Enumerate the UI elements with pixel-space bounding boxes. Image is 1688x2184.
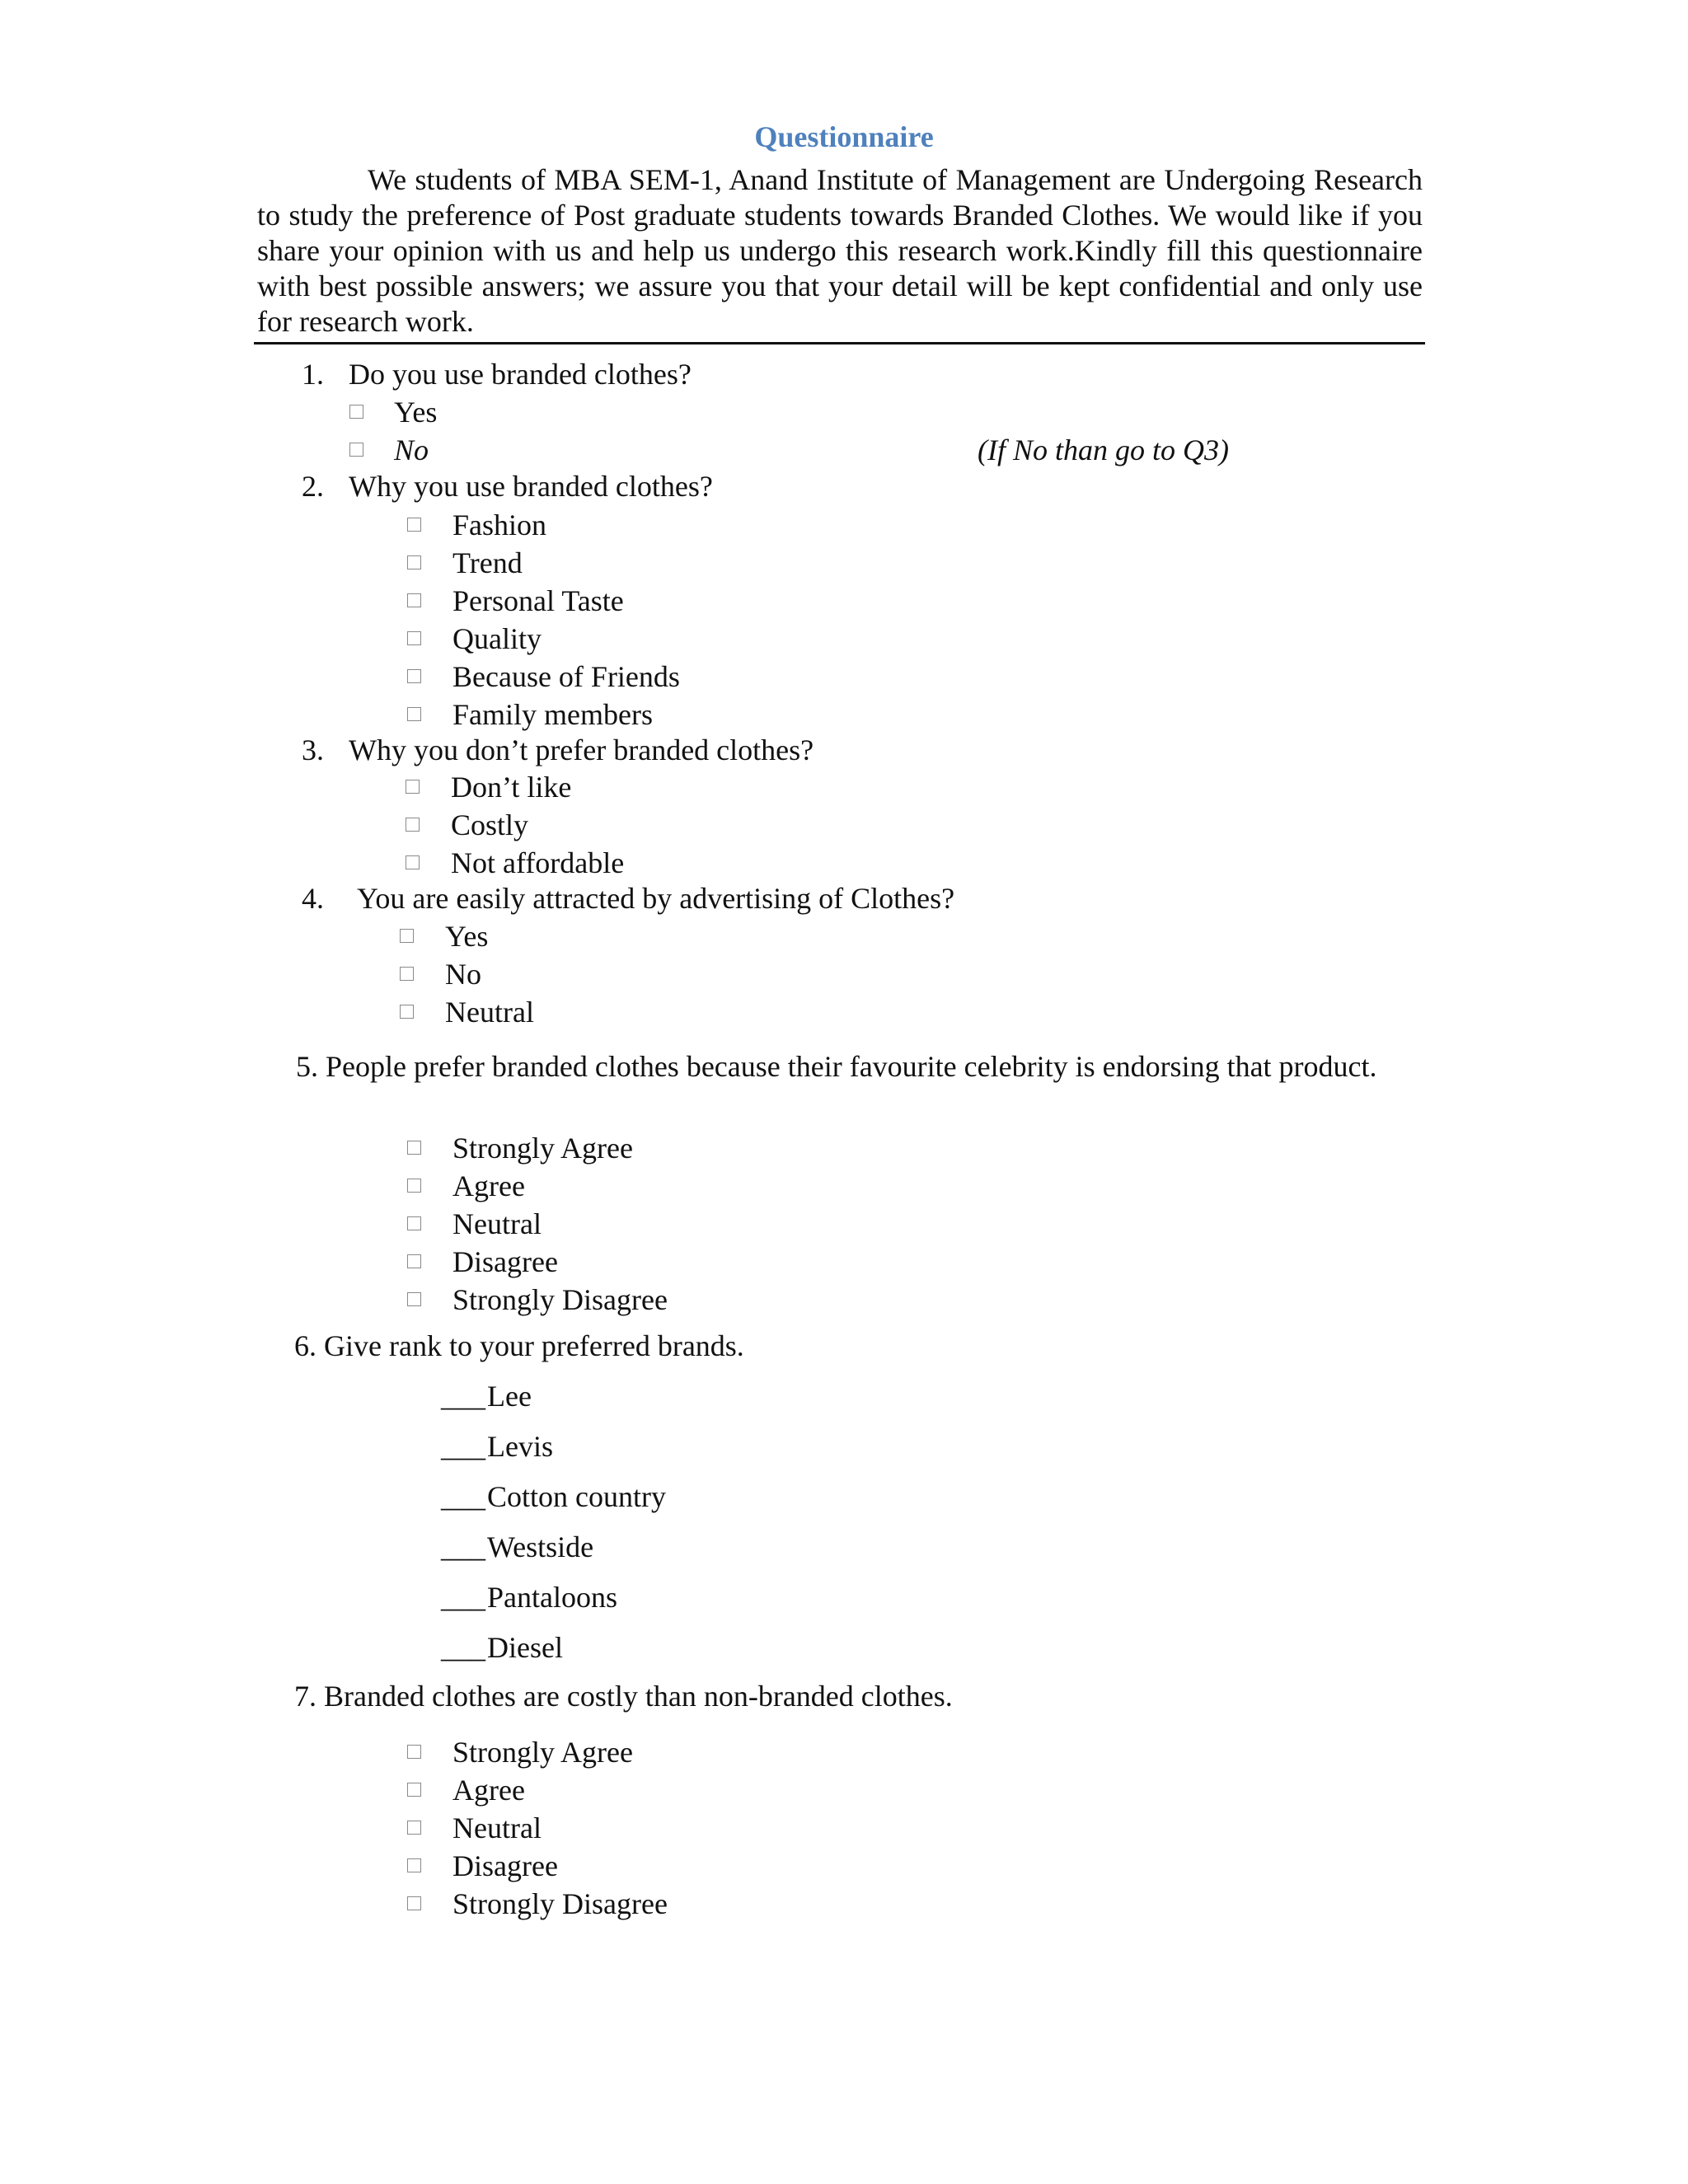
- brand-label: Levis: [487, 1430, 553, 1463]
- checkbox-yes[interactable]: [400, 929, 414, 943]
- option-label: No: [445, 958, 481, 991]
- checkbox-strongly-disagree[interactable]: [407, 1896, 421, 1910]
- option-label: Strongly Disagree: [452, 1887, 668, 1920]
- page-title: Questionnaire: [754, 120, 934, 153]
- checkbox-neutral[interactable]: [400, 1005, 414, 1019]
- question-text: Do you use branded clothes?: [349, 358, 692, 391]
- checkbox-strongly-disagree[interactable]: [407, 1292, 421, 1306]
- checkbox-no[interactable]: [349, 443, 363, 457]
- checkbox-not-affordable[interactable]: [406, 855, 420, 869]
- question-text: You are easily attracted by advertising of Clothes?: [357, 882, 955, 915]
- divider-line: [254, 342, 1425, 344]
- option-label: Strongly Agree: [452, 1736, 633, 1769]
- option-label: Trend: [452, 546, 523, 579]
- question-number: 3.: [302, 733, 324, 766]
- checkbox-trend[interactable]: [407, 555, 421, 569]
- option-label: Family members: [452, 698, 653, 731]
- brand-label: Diesel: [487, 1631, 563, 1664]
- option-label: No: [394, 434, 429, 466]
- brand-label: Pantaloons: [487, 1581, 617, 1614]
- rank-blank[interactable]: ___: [441, 1581, 485, 1614]
- checkbox-personal-taste[interactable]: [407, 593, 421, 607]
- option-label: Neutral: [445, 996, 534, 1029]
- checkbox-strongly-agree[interactable]: [407, 1745, 421, 1759]
- option-label: Yes: [445, 920, 489, 953]
- brand-label: Lee: [487, 1380, 532, 1413]
- option-label: Strongly Agree: [452, 1132, 633, 1165]
- checkbox-strongly-agree[interactable]: [407, 1141, 421, 1155]
- question-text: Why you use branded clothes?: [349, 470, 713, 503]
- checkbox-no[interactable]: [400, 967, 414, 981]
- question-number: 2.: [302, 470, 324, 503]
- question-text: 6. Give rank to your preferred brands.: [294, 1329, 744, 1362]
- option-label: Not affordable: [451, 846, 625, 879]
- option-label: Fashion: [452, 509, 547, 541]
- question-text: 7. Branded clothes are costly than non-branded clothes.: [294, 1680, 953, 1713]
- question-text: 5. People prefer branded clothes because their favourite celebrity is endorsing that product.: [296, 1050, 1377, 1083]
- question-number: 4.: [302, 882, 324, 915]
- question-number: 1.: [302, 358, 324, 391]
- option-label: Agree: [452, 1169, 525, 1202]
- intro-paragraph: We students of MBA SEM-1, Anand Institute of Management are Undergoing Research to study the preference of Post graduate students towards Branded Clothes. We would like if you share your opinion with us and help us undergo this research work.Kindly fill this questionnaire with best possible answers; we assure you that your detail will be kept confidential and only use for research work.: [257, 163, 1423, 338]
- checkbox-agree[interactable]: [407, 1783, 421, 1797]
- brand-label: Westside: [487, 1530, 594, 1563]
- skip-note: (If No than go to Q3): [978, 434, 1229, 466]
- option-label: Quality: [452, 622, 542, 655]
- rank-blank[interactable]: ___: [441, 1430, 485, 1463]
- checkbox-disagree[interactable]: [407, 1254, 421, 1268]
- checkbox-agree[interactable]: [407, 1179, 421, 1193]
- checkbox-disagree[interactable]: [407, 1858, 421, 1872]
- checkbox-neutral[interactable]: [407, 1821, 421, 1835]
- option-label: Personal Taste: [452, 584, 624, 617]
- option-label: Neutral: [452, 1207, 542, 1240]
- option-label: Disagree: [452, 1245, 558, 1278]
- option-label: Disagree: [452, 1849, 558, 1882]
- rank-blank[interactable]: ___: [441, 1631, 485, 1664]
- rank-blank[interactable]: ___: [441, 1530, 485, 1563]
- option-label: Agree: [452, 1774, 525, 1807]
- option-label: Costly: [451, 808, 529, 841]
- rank-blank[interactable]: ___: [441, 1480, 485, 1513]
- checkbox-costly[interactable]: [406, 818, 420, 832]
- question-text: Why you don’t prefer branded clothes?: [349, 733, 814, 766]
- checkbox-dont-like[interactable]: [406, 780, 420, 794]
- checkbox-quality[interactable]: [407, 631, 421, 645]
- checkbox-yes[interactable]: [349, 405, 363, 419]
- checkbox-because-of-friends[interactable]: [407, 669, 421, 683]
- option-label: Neutral: [452, 1811, 542, 1844]
- rank-blank[interactable]: ___: [441, 1380, 485, 1413]
- option-label: Strongly Disagree: [452, 1283, 668, 1316]
- checkbox-neutral[interactable]: [407, 1216, 421, 1230]
- option-label: Yes: [394, 396, 438, 429]
- option-label: Don’t like: [451, 771, 572, 804]
- checkbox-fashion[interactable]: [407, 518, 421, 532]
- brand-label: Cotton country: [487, 1480, 666, 1513]
- checkbox-family-members[interactable]: [407, 707, 421, 721]
- option-label: Because of Friends: [452, 660, 680, 693]
